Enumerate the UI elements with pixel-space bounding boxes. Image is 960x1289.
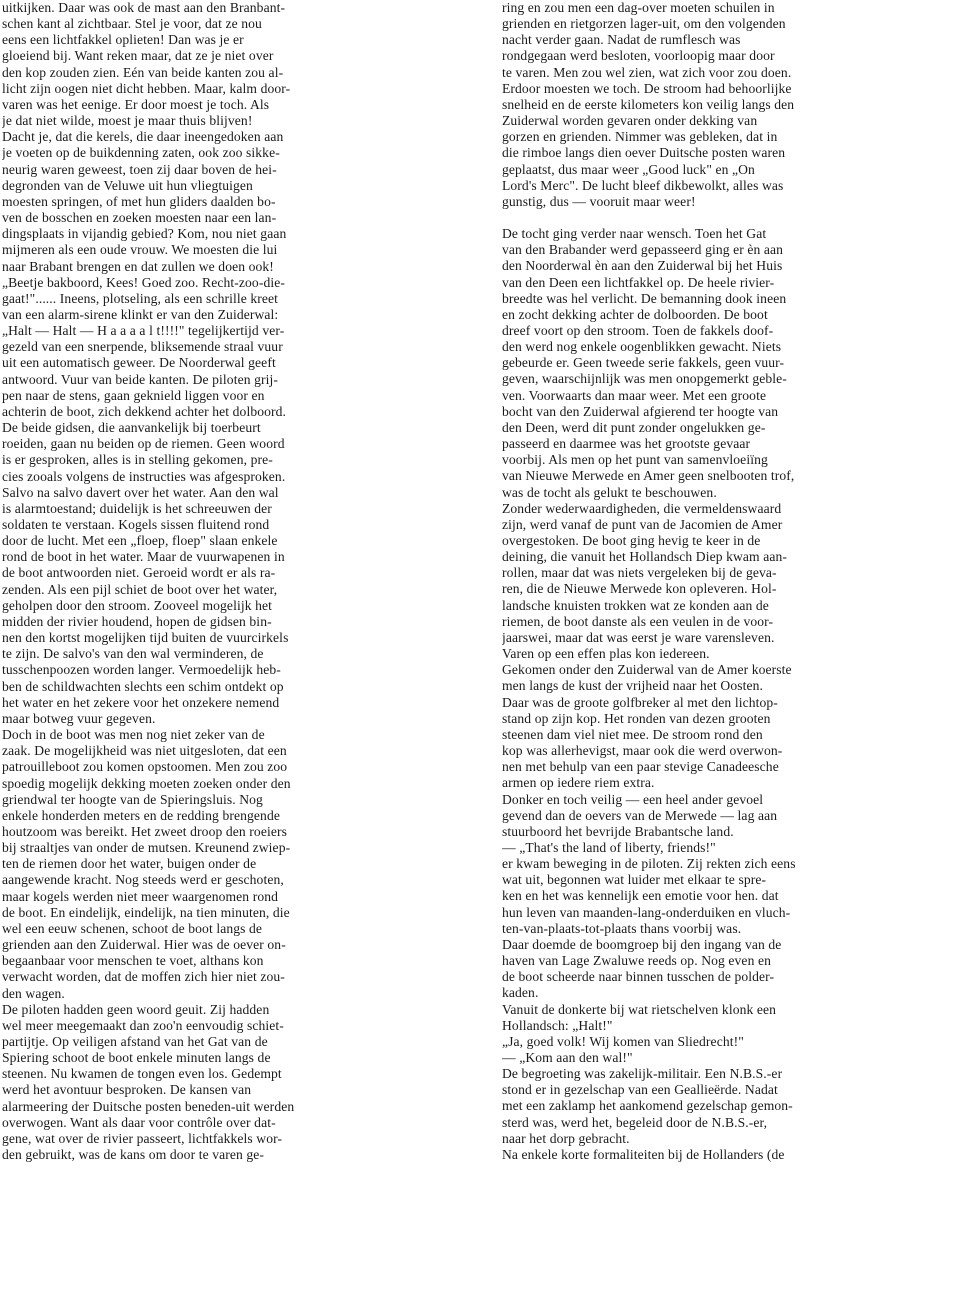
text-line: ven. Voorwaarts dan maar weer. Met een groote (502, 387, 767, 403)
text-line: steenen. Nu kwamen de tongen even los. Gedempt (2, 1066, 282, 1082)
text-line: bij straaltjes van onder de mutsen. Kreunend zwiep- (2, 840, 291, 856)
text-line: is alarmtoestand; duidelijk is het schreeuwen der (2, 500, 272, 516)
text-line: ren, die de Nieuwe Merwede kon opleveren. Hol- (502, 581, 777, 597)
text-line: eens een lichtfakkel oplieten! Dan was je er (2, 32, 244, 48)
text-line: gezeld van een snerpende, bliksemende straal vuur (2, 339, 283, 355)
text-line: neurig waren geweest, toen zij daar boven de hei- (2, 161, 277, 177)
text-line: rondgegaan werd besloten, voorloopig maar door (502, 48, 775, 64)
text-line: begaanbaar voor menschen te voet, althans kon (2, 953, 264, 969)
text-line: varen was het eenige. Er door moest je toch. Als (2, 96, 270, 112)
text-line: naar Brabant brengen en dat zullen we doen ook! (2, 258, 274, 274)
text-line: Varen op een effen plas kon iedereen. (502, 646, 710, 662)
text-line: Donker en toch veilig — een heel ander gevoel (502, 791, 764, 807)
paragraph-gap (502, 210, 960, 226)
text-line: de boot scheerde naar binnen tusschen de polder- (502, 969, 775, 985)
text-line: Zuiderwal worden gevaren onder dekking van (502, 113, 758, 129)
text-line: den Noorderwal èn aan den Zuiderwal bij het Huis (502, 258, 783, 274)
text-line: en zocht dekking achter de dolboorden. De boot (502, 306, 768, 322)
text-line: den wagen. (2, 985, 65, 1001)
text-line: overwogen. Want als daar voor contrôle over dat- (2, 1114, 276, 1130)
text-line: zijn, werd vanaf de punt van de Jacomien de Amer (502, 516, 783, 532)
text-line: steenen dam viel niet mee. De stroom rond den (502, 726, 763, 742)
text-line: schen kant al zichtbaar. Stel je voor, dat ze nou (2, 16, 262, 32)
right-block-2 (502, 226, 960, 1163)
text-line: deining, die vanuit het Hollandsch Diep kwam aan- (502, 549, 788, 565)
text-line: gunstig, dus — vooruit maar weer! (502, 193, 696, 209)
text-line: „Beetje bakboord, Kees! Goed zoo. Recht-zoo-die- (2, 274, 285, 290)
text-line: die rimboe langs dien oever Duitsche posten waren (502, 145, 786, 161)
text-line: sterd was, werd het, begeleid door de N.B.S.-er, (502, 1114, 768, 1130)
text-line: de boot antwoorden niet. Geroeid wordt er als ra- (2, 565, 276, 581)
text-line: door de lucht. Met een „floep, floep" slaan enkele (2, 533, 278, 549)
text-line: zaak. De mogelijkheid was niet uitgesloten, dat een (2, 743, 287, 759)
right-column (502, 0, 960, 1163)
text-line: stond er in gezelschap van een Geallieërde. Nadat (502, 1082, 778, 1098)
text-line: van den Deen een lichtfakkel op. De heele rivier- (502, 274, 775, 290)
text-line: Spiering schoot de boot enkele minuten langs de (2, 1050, 271, 1066)
text-line: wel meer meegemaakt dan zoo'n eenvoudig schiet- (2, 1017, 284, 1033)
text-line: den werd nog enkele oogenblikken gewacht. Niets (502, 339, 782, 355)
text-line: Salvo na salvo davert over het water. Aan den wal (2, 484, 279, 500)
text-line: hun leven van maanden-lang-onderduiken en vluch- (502, 904, 791, 920)
text-line: Hollandsch: „Halt!" (502, 1017, 613, 1033)
text-line: gorzen en grienden. Nimmer was gebleken, dat in (502, 129, 778, 145)
text-line: stuurboord het bevrijde Brabantsche land. (502, 823, 734, 839)
text-line: wel een eeuw schenen, schoot de boot langs de (2, 920, 263, 936)
text-line: ben de schildwachten slechts een schim ontdekt op (2, 678, 284, 694)
text-line: jaarswei, maar dat was eerst je ware varensleven. (502, 629, 775, 645)
text-line: Erdoor moesten we toch. De stroom had behoorlijke (502, 80, 792, 96)
text-line: er kwam beweging in de piloten. Zij rekten zich eens (502, 856, 796, 872)
text-line: van Nieuwe Merwede en Amer geen snelbooten trof, (502, 468, 795, 484)
text-line: den kop zouden zien. Eén van beide kanten zou al- (2, 64, 284, 80)
right-block-1 (502, 0, 960, 210)
text-line: uit een automatisch geweer. De Noorderwal geeft (2, 355, 276, 371)
text-line: alarmeering der Duitsche posten beneden-uit werden (2, 1098, 295, 1114)
text-line: armen op iedere riem extra. (502, 775, 655, 791)
text-line: werd het avontuur besproken. De kansen van (2, 1082, 252, 1098)
text-line: je voeten op de buikdenning zaten, ook zoo sikke- (2, 145, 280, 161)
text-line: snelheid en de eerste kilometers kon veilig langs den (502, 96, 795, 112)
text-line: Lord's Merc". De lucht bleef dikbewolkt, alles was (502, 177, 784, 193)
text-line: achterin de boot, zich dekkend achter het dolboord. (2, 403, 287, 419)
text-line: geven, waarschijnlijk was men onopgemerkt geble- (502, 371, 787, 387)
left-column (2, 0, 470, 1163)
text-line: dreef voort op den stroom. Toen de fakkels doof- (502, 322, 774, 338)
text-line: mijmeren als een oude vrouw. We moesten die lui (2, 242, 278, 258)
text-line: Daar was de groote golfbreker al met den lichtop- (502, 694, 778, 710)
text-line: het water en het zekere voor het onzekere nemend (2, 694, 280, 710)
text-line: rollen, maar dat was niets vergeleken bij de geva- (502, 565, 777, 581)
text-line: licht zijn oogen niet dicht hebben. Maar, kalm door- (2, 80, 291, 96)
text-line: ten de riemen door het water, buigen onder de (2, 856, 257, 872)
text-line: van een alarm-sirene klinkt er van den Zuiderwal: (2, 306, 279, 322)
text-line: Daar doemde de boomgroep bij den ingang van de (502, 936, 782, 952)
text-line: den gebruikt, was de kans om door te varen ge- (2, 1147, 265, 1163)
text-line: pen naar de stens, gaan geknield liggen voor en (2, 387, 265, 403)
text-line: — „Kom aan den wal!" (502, 1050, 633, 1065)
text-line: roeiden, gaan nu beiden op de riemen. Geen woord (2, 436, 285, 452)
text-line: Vanuit de donkerte bij wat rietschelven klonk een (502, 1001, 777, 1017)
text-line: naar het dorp gebracht. (502, 1130, 630, 1146)
text-line: spoedig mogelijk dekking moeten zoeken onder den (2, 775, 291, 791)
text-line: geholpen door den stroom. Zooveel mogelijk het (2, 597, 272, 613)
text-line: van den Brabander werd gepasseerd ging er èn aan (502, 242, 784, 258)
text-line: Zonder wederwaardigheden, die vermeldenswaard (502, 500, 782, 516)
text-line: te zijn. De salvo's van den wal verminderen, de (2, 646, 264, 662)
text-line: moesten springen, of met hun gliders daalden bo- (2, 193, 276, 209)
text-line: met een zaklamp het aankomend gezelschap gemon- (502, 1098, 793, 1114)
text-line: midden der rivier houdend, hopen de gidsen bin- (2, 613, 272, 629)
text-line: grienden aan den Zuiderwal. Hier was de oever on- (2, 937, 286, 953)
text-line: De tocht ging verder naar wensch. Toen het Gat (502, 226, 767, 242)
text-line: passeerd en daarmee was het grootste gevaar (502, 436, 751, 452)
text-line: gene, wat over de rivier passeert, lichtfakkels wor- (2, 1130, 283, 1146)
text-line: houtzoom was bereikt. Het zweet droop den roeiers (2, 823, 287, 839)
text-line: Doch in de boot was men nog niet zeker van de (2, 727, 265, 743)
text-line: griendwal ter hoogte van de Spieringsluis. Nog (2, 791, 263, 807)
text-line: gebeurde er. Geen tweede serie fakkels, geen vuur- (502, 355, 785, 371)
text-line: ring en zou men een dag-over moeten schuilen in (502, 0, 775, 15)
text-line: de boot. En eindelijk, eindelijk, na tien minuten, die (2, 904, 290, 920)
text-line: men langs de kust der vrijheid naar het Oosten. (502, 678, 764, 694)
text-line: je dat niet wilde, moest je maar thuis blijven! (2, 113, 253, 129)
text-line: gloeiend bij. Want reken maar, dat ze je niet over (2, 48, 274, 64)
text-line: voorbij. Als men op het punt van samenvloeiïng (502, 452, 768, 468)
text-line: „Halt — Halt — H a a a a l t!!!!" tegelijkertijd ver- (2, 323, 285, 339)
text-line: nen den kortst mogelijken tijd buiten de vuurcirkels (2, 630, 289, 646)
text-line: Dacht je, dat die kerels, die daar ineengedoken aan (2, 129, 284, 145)
text-line: „Ja, goed volk! Wij komen van Sliedrecht!" (502, 1033, 744, 1049)
text-line: geplaatst, dus maar weer „Good luck" en „On (502, 161, 755, 177)
text-line: tusschenpoozen worden langer. Vermoedelijk heb- (2, 662, 281, 678)
text-line: verwacht worden, dat de moffen zich hier niet zou- (2, 969, 285, 985)
text-line: nacht verder gaan. Nadat de rumflesch was (502, 32, 741, 48)
text-line: rond de boot in het water. Maar de vuurwapenen in (2, 549, 285, 565)
text-line: dingsplaats in vijandig gebied? Kom, nou niet gaan (2, 226, 287, 242)
text-line: haven van Lage Zwaluwe reeds op. Nog even en (502, 953, 771, 969)
text-line: stand op zijn kop. Het ronden van dezen grooten (502, 710, 771, 726)
text-line: overgestoken. De boot ging hevig te keer in de (502, 533, 761, 548)
text-line: kaden. (502, 985, 539, 1001)
text-line: degronden van de Veluwe uit hun vliegtuigen (2, 177, 253, 193)
text-line: maar kogels werden niet meer waargenomen rond (2, 888, 279, 904)
text-line: gevend dan de oevers van de Merwede — lag aan (502, 807, 778, 823)
text-line: kop was allerhevigst, maar ook die werd overwon- (502, 743, 783, 759)
text-line: Na enkele korte formaliteiten bij de Hollanders (de (502, 1146, 785, 1162)
text-line: De beide gidsen, die aanvankelijk bij toerbeurt (2, 420, 261, 436)
text-line: riemen, de boot danste als een veulen in de voor- (502, 613, 774, 629)
text-line: patrouilleboot zou komen opstoomen. Men zou zoo (2, 759, 288, 775)
text-line: nen met behulp van een paar stevige Canadeesche (502, 759, 779, 775)
text-line: zenden. Als een pijl schiet de boot over het water, (2, 581, 278, 597)
text-line: De piloten hadden geen woord geuit. Zij hadden (2, 1001, 270, 1017)
text-line: breedte was hel verlicht. De bemanning dook ineen (502, 290, 787, 306)
text-line: aangewende kracht. Nog steeds werd er geschoten, (2, 872, 284, 888)
text-line: antwoord. Vuur van beide kanten. De piloten grij- (2, 371, 279, 387)
text-line: wat uit, begonnen wat luider met elkaar te spre- (502, 872, 767, 888)
text-line: uitkijken. Daar was ook de mast aan den Branbant- (2, 0, 286, 15)
text-line: ten-van-plaats-tot-plaats thans voorbij was. (502, 920, 742, 936)
text-line: is er gesproken, alles is in stelling gekomen, pre- (2, 452, 273, 468)
text-line: Gekomen onder den Zuiderwal van de Amer koerste (502, 662, 792, 678)
text-line: — „That's the land of liberty, friends!" (502, 839, 716, 855)
text-line: soldaten te verstaan. Kogels sissen fluitend rond (2, 517, 270, 532)
text-line: partijtje. Op veiligen afstand van het Gat van de (2, 1034, 268, 1049)
text-line: ven de bosschen en zoeken moesten naar een lan- (2, 210, 277, 226)
text-line: te varen. Men zou wel zien, wat zich voor zou doen. (502, 64, 792, 80)
text-line: gaat!"...... Ineens, plotseling, als een schrille kreet (2, 290, 279, 306)
text-line: grienden en rietgorzen lager-uit, om den volgenden (502, 16, 786, 32)
text-line: landsche knuisten trokken wat ze konden aan de (502, 597, 769, 613)
text-line: den Deen, werd dit punt zonder ongelukken ge- (502, 419, 766, 435)
text-line: maar botweg vuur gegeven. (2, 710, 156, 726)
text-line: bocht van den Zuiderwal afgierend ter hoogte van (502, 403, 779, 419)
text-line: De begroeting was zakelijk-militair. Een N.B.S.-er (502, 1066, 783, 1082)
text-line: was de tocht als gelukt te beschouwen. (502, 484, 717, 500)
text-line: ken en het was kennelijk een emotie voor hen. dat (502, 888, 779, 904)
text-line: cies zooals volgens de instructies was afgesproken. (2, 468, 286, 484)
text-line: enkele honderden meters en de redding brengende (2, 807, 280, 823)
